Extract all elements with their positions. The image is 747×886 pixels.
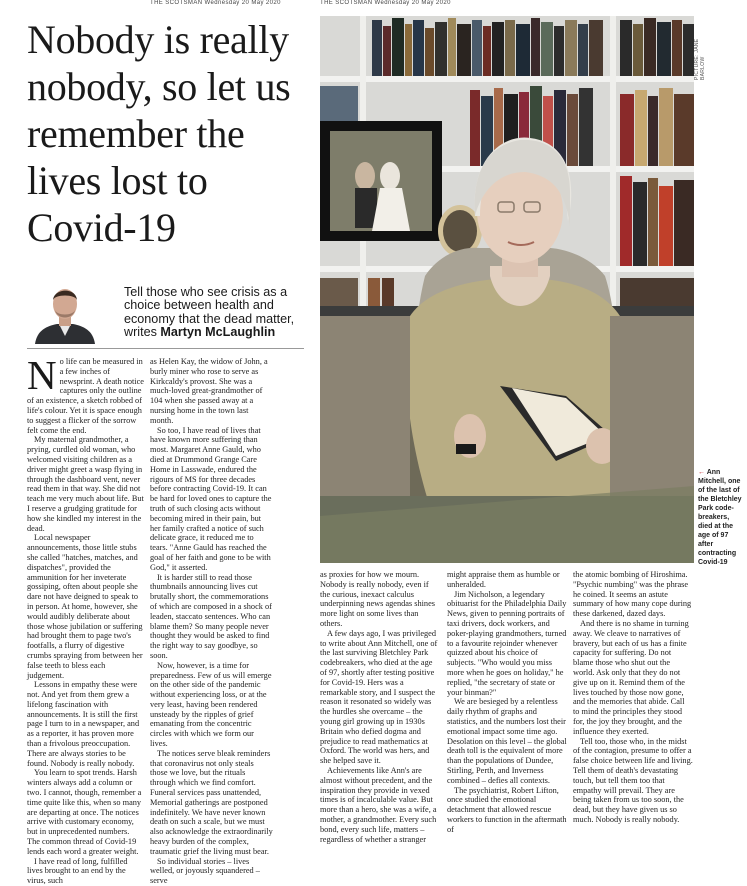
paragraph: Local newspaper announcements, those little stubs she called "hatches, matches, and dispatches", provided the ammunition for her inveterate gossiping, often about people she dare not have deigned to speak to in person. At home, however, she would audibly deliberate about those whose jubilation or suffering had brought them to page two's footfalls, a flurry of digestive crumbs spraying from between her false teeth to bless each judgement. xyxy=(27,533,143,680)
photo-credit: PICTURE: JANE BARLOW xyxy=(694,38,706,80)
article-column-4 xyxy=(447,570,567,834)
paragraph: might appraise them as humble or unheralded. xyxy=(447,570,560,589)
main-photo xyxy=(320,16,694,563)
article-column-1 xyxy=(27,352,144,886)
paragraph: Lessons in empathy these were not. And yet from them grew a lifelong fascination with announcements. It is still the first page I turn to in a newspaper, and as a reporter, it has proven more than a frivolous preoccupation. There are always stories to be found. Nobody is really nobody. xyxy=(27,680,140,768)
paragraph: So too, I have read of lives that have known more suffering than most. Margaret Anne Gauld, who died at Drummond Grange Care Home in Lasswade, endured the rigours of MS for three decades before contracting Covid-19. It can be hard for loved ones to capture the truth of such closing acts without becoming mired in their pain, but her family crafted a notice of such delicate grace, it reduced me to tears. "Anne Gauld has reached the goal of her faith and gone to be with God," it asserted. xyxy=(150,425,272,572)
paragraph: The notices serve bleak reminders that coronavirus not only steals those we love, but the rituals through which we find comfort. Funeral services pass unattended, Memorial gatherings are postponed indefinitely. We have never known death on such a scale, but we must also acknowledge the extraordinarily heavy burden of the complex, traumatic grief the living must bear. xyxy=(150,748,273,856)
paragraph: A few days ago, I was privileged to write about Ann Mitchell, one of the last surviving Bletchley Park codebreakers, who died at the age of 97, shortly after testing positive for Covid-19. Hers was a remarkable story, and I suspect the reason it resonated so widely was the hurdles she overcame – the young girl growing up in 1930s Britain who defied dogma and prejudice to read mathematics at Oxford. The world was hers, and she helped save it. xyxy=(320,628,438,766)
page-header-left: THE SCOTSMAN Wednesday 20 May 2020 xyxy=(150,0,281,6)
arrow-left-icon: ← xyxy=(698,469,705,476)
paragraph: So individual stories – lives welled, or joyously squandered – serve xyxy=(150,856,260,886)
paragraph: Jim Nicholson, a legendary obituarist for the Philadelphia Daily News, given to penning portraits of taxi drivers, dock workers, and poker-playing grandmothers, turned to a favourite rejoinder whenever quizzed about his choice of subjects. "Who would you miss more when he goes on holiday," he replied, "the secretary of state or your binman?" xyxy=(447,589,567,697)
byline: Martyn McLaughlin xyxy=(160,325,276,340)
paragraph: You learn to spot trends. Harsh winters always add a column or two. I cannot, though, remember a time quite like this, when so many are departing at once. The notices arrive with customary economy, but in unprecedented numbers. The common thread of Covid-19 lends each word a greater weight. xyxy=(27,768,142,856)
paragraph: My maternal grandmother, a prying, curdled old woman, who welcomed visiting children as a driver might greet a wasp flying in through the dashboard vent, never read them in that way. She did not teach me very much about life. But I reserve a grudging gratitude for how she kindled my interest in the dead. xyxy=(27,435,144,533)
caption-text: Ann Mitchell, one of the last of the Bletchley Park code-breakers, died at the age of 97 after contracting Covid-19 xyxy=(698,469,742,566)
article-column-2 xyxy=(150,357,273,886)
paragraph: the atomic bombing of Hiroshima. "Psychic numbing" was the phrase he coined. It seems an astute summary of how many cope during these darkened, dazed days. xyxy=(573,570,692,619)
paragraph: Now, however, is a time for preparedness. Few of us will emerge on the other side of the pandemic without experiencing loss, or at the very least, having been rendered unsteady by the ripples of grief emanating from the concentric circles with which we form our lives. xyxy=(150,660,272,749)
divider-rule xyxy=(27,348,304,349)
author-photo xyxy=(27,282,103,344)
paragraph: Achievements like Ann's are almost without precedent, and the inspiration they provide in vexed times is of incalculable value. But more than a hero, she was a wife, a mother, a grandmother. Every such bond, every such life, matters – regardless of whether a stranger xyxy=(320,765,437,844)
paragraph: It is harder still to read those thumbnails announcing lives cut brutally short, the commemorations of which are composed in a shock of leaden, staccato sentences. Who can blame them? So many people never thought they would be asked to find the right way to say goodbye, so soon. xyxy=(150,572,272,660)
paragraph: And there is no shame in turning away. We cleave to narratives of bravery, but each of us has a finite capacity for suffering. Do not blame those who shut out the world. Ask only that they do not give up on it. Remind them of the lives touched by those now gone, and the memories that abide. Call to mind the principles they stood for, the joy they brought, and the influence they exerted. xyxy=(573,618,689,736)
photo-caption xyxy=(698,468,743,567)
paragraph: The psychiatrist, Robert Lifton, once studied the emotional detachment that allowed rescue workers to function in the aftermath of xyxy=(447,785,567,834)
paragraph: Tell too, those who, in the midst of the contagion, presume to offer a false choice between life and living. Tell them of death's devastating touch, but tell them too that empathy will prevail. They are being taken from us too soon, the dead, but they have given us so much. Nobody is really nobody. xyxy=(573,736,693,824)
article-column-3 xyxy=(320,570,440,844)
drop-cap: N xyxy=(27,352,57,398)
headline: Nobody is really nobody, so let us remember the lives lost to Covid-19 xyxy=(27,17,291,250)
paragraph: as Helen Kay, the widow of John, a burly miner who rose to serve as Kirkcaldy's provost. She was a much-loved great-grandmother of 104 when she passed away at a nursing home in the town last month. xyxy=(150,357,268,425)
standfirst-text: Tell those who see crisis as a choice between health and economy that the dead matter, writes xyxy=(124,285,295,340)
paragraph: as proxies for how we mourn. Nobody is really nobody, even if the curious, inexact calculus underpinning news agendas shines more light on some lives than others. xyxy=(320,570,435,628)
paragraph: I have read of long, fulfilled lives brought to an end by the virus, such xyxy=(27,856,128,886)
standfirst xyxy=(124,286,304,340)
page-header-right: THE SCOTSMAN Wednesday 20 May 2020 xyxy=(320,0,451,6)
paragraph: We are besieged by a relentless daily rhythm of graphs and statistics, and the numbers lost their emotional impact some time ago. Desolation on this level – the global death toll is the equivalent of more than the populations of Dundee, Stirling, Perth, and Inverness combined – defies all contexts. xyxy=(447,697,567,785)
paragraph: o life can be measured in a few inches of newsprint. A death notice captures only the outline of an existence, a sketch robbed of life's colour. Yet it is space enough to suggest a flicker of the sorrow felt come the end. xyxy=(27,357,144,435)
article-column-5 xyxy=(573,570,693,824)
